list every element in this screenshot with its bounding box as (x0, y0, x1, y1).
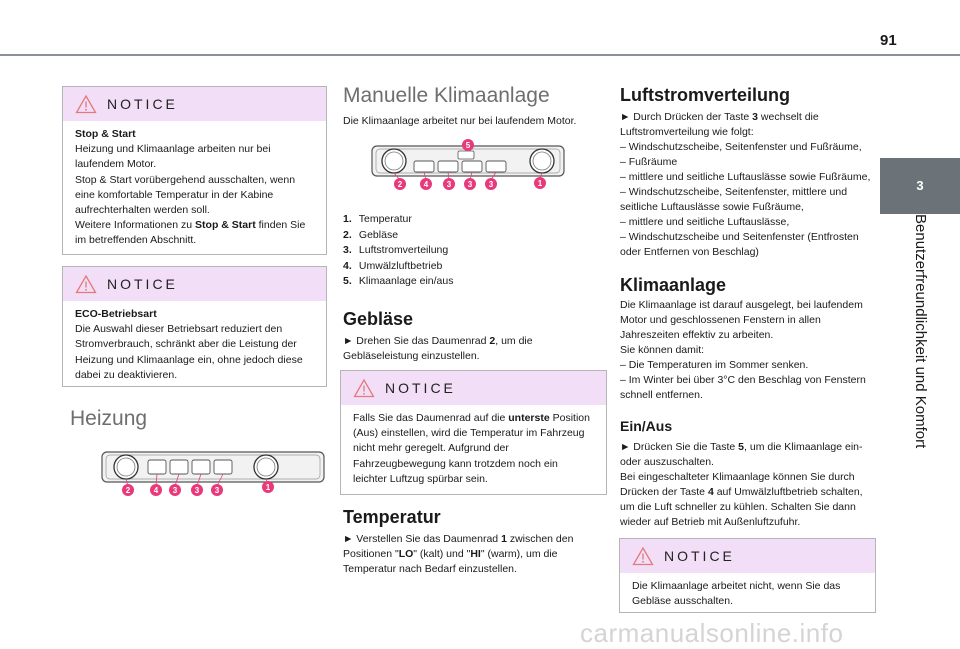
notice-header (620, 539, 875, 573)
heading-geblaese: Gebläse (343, 309, 414, 329)
notice-label: NOTICE (664, 548, 735, 564)
callout-number: 4 (423, 180, 429, 189)
chapter-title-text: Benutzerfreundlichkeit und Komfort (912, 214, 929, 449)
heading-heizung: Heizung (70, 407, 148, 430)
notice-title: Stop & Start (75, 128, 136, 140)
list-item: – Fußräume (620, 156, 678, 168)
heading-ein-aus: Ein/Aus (620, 418, 673, 434)
onoff-text: ► Drücken Sie die Taste 5, um die Klimaanlage ein- oder auszuschalten. Bei eingeschalteter Klimaanlage können Sie durch Drücken der Taste 4 auf Umwälzluftbetrieb schalten, um die Luft schneller zu kühlen. Schalten Sie dann wieder auf Betrieb mit Außenluftzufuhr. (620, 441, 863, 528)
callout-number: 2 (397, 180, 403, 189)
notice-label: NOTICE (107, 276, 178, 292)
chapter-title (880, 214, 960, 514)
notice-label: NOTICE (385, 380, 456, 396)
notice-eco (62, 266, 327, 387)
list-item: 3. Luftstromverteilung (343, 244, 449, 256)
notice-title: ECO-Betriebsart (75, 308, 157, 320)
list-item: – Windschutzscheibe und Seitenfenster (Entfrosten oder Entfernen von Beschlag) (620, 231, 859, 258)
notice-geblaese (340, 370, 607, 495)
warning-icon (353, 378, 375, 398)
notice-klimaanlage (619, 538, 876, 613)
airflow-text: ► Durch Drücken der Taste 3 wechselt die Luftstromverteilung wie folgt: – Windschutzscheibe, Seitenfenster und Fußräume, – Fußräume – mittlere und seitliche Luftauslässe sowie Fußräume, – Windschutzscheibe, Seitenfenster, mittlere und seitliche Luftauslässe sowie Fußräume, – mittlere und seitliche Luftauslässe, – Windschutzscheibe und Seitenfenster (Entfrosten oder Entfernen von Beschlag) (620, 110, 876, 260)
notice-text: Stop & Start vorübergehend ausschalten, wenn eine komfortable Temperatur in der Kabine aufrechterhalten werden soll. (75, 173, 296, 217)
list-item: – Im Winter bei über 3°C den Beschlag von Fenstern schnell entfernen. (620, 374, 866, 401)
callout-number: 1 (265, 483, 271, 492)
notice-label: NOTICE (107, 96, 178, 112)
warning-icon (75, 274, 97, 294)
list-item: 5. Klimaanlage ein/aus (343, 275, 454, 287)
callout-number: 4 (153, 486, 159, 495)
list-item: – mittlere und seitliche Luftauslässe sowie Fußräume, (620, 171, 871, 183)
blower-text: ► Drehen Sie das Daumenrad 2, um die Gebläseleistung einzustellen. (343, 335, 533, 362)
ac-control-panel (370, 138, 566, 194)
heading-manuelle-klimaanlage: Manuelle Klimaanlage (343, 84, 550, 107)
callout-number: 3 (488, 180, 494, 189)
callout-number: 3 (172, 486, 178, 495)
list-item: 4. Umwälzluftbetrieb (343, 259, 443, 272)
list-item: – Die Temperaturen im Sommer senken. (620, 359, 809, 371)
notice-text: Die Auswahl dieser Betriebsart reduziert den Stromverbrauch, schränkt aber die Leistung der Heizung und Klimaanlage ein, ohne jedoch diese dabei zu deaktivieren. (75, 323, 303, 381)
notice-text: Die Klimaanlage arbeitet nicht, wenn Sie das Gebläse ausschalten. (632, 580, 841, 608)
notice-text: Falls Sie das Daumenrad auf die unterste Position (Aus) einstellen, wird die Temperatur im Fahrzeug nicht mehr geregelt. Aufgrund der Fahrzeugbewegung kann trotzdem noch ein leichter Luftzug spürbar sein. (353, 412, 590, 485)
ac-intro: Die Klimaanlage arbeitet nur bei laufendem Motor. (343, 115, 577, 127)
legend-list (343, 212, 603, 290)
heading-temperatur: Temperatur (343, 507, 441, 527)
callout-number: 3 (214, 486, 220, 495)
notice-header (63, 87, 326, 121)
callout-number: 3 (446, 180, 452, 189)
notice-header (341, 371, 606, 405)
watermark: carmanualsonline.info (580, 618, 844, 648)
notice-header (63, 267, 326, 301)
notice-text: Heizung und Klimaanlage arbeiten nur bei laufendem Motor. (75, 143, 271, 171)
list-item: – Windschutzscheibe, Seitenfenster, mittlere und seitliche Luftauslässe sowie Fußräume, (620, 186, 848, 213)
callout-number: 5 (465, 141, 471, 150)
heading-luftstromverteilung: Luftstromverteilung (620, 85, 791, 105)
notice-text: Weitere Informationen zu Stop & Start finden Sie im betreffenden Abschnitt. (75, 219, 306, 247)
list-item: 1. Temperatur (343, 213, 412, 225)
list-item: – Windschutzscheibe, Seitenfenster und Fußräume, (620, 141, 862, 153)
heater-control-panel (100, 446, 326, 498)
ac-text: Die Klimaanlage ist darauf ausgelegt, bei laufendem Motor und geschlossenen Fenstern in allen Jahreszeiten effektiv zu arbeiten. Sie können damit: – Die Temperaturen im Sommer senken. – Im Winter bei über 3°C den Beschlag von Fenstern schnell entfernen. (620, 298, 876, 403)
callout-number: 3 (467, 180, 473, 189)
callout-number: 1 (537, 179, 543, 188)
notice-stop-start (62, 86, 327, 255)
callout-number: 2 (125, 486, 131, 495)
heading-klimaanlage: Klimaanlage (620, 275, 727, 295)
header-rule (0, 54, 960, 56)
temperature-text: ► Verstellen Sie das Daumenrad 1 zwischen den Positionen "LO" (kalt) und "HI" (warm), um die Temperatur nach Bedarf einzustellen. (343, 533, 574, 575)
list-item: – mittlere und seitliche Luftauslässe, (620, 216, 790, 228)
warning-icon (632, 546, 654, 566)
page-number: 91 (880, 32, 897, 49)
warning-icon (75, 94, 97, 114)
chapter-tab[interactable]: 3 (880, 158, 960, 214)
callout-number: 3 (194, 486, 200, 495)
list-item: 2. Gebläse (343, 228, 399, 241)
